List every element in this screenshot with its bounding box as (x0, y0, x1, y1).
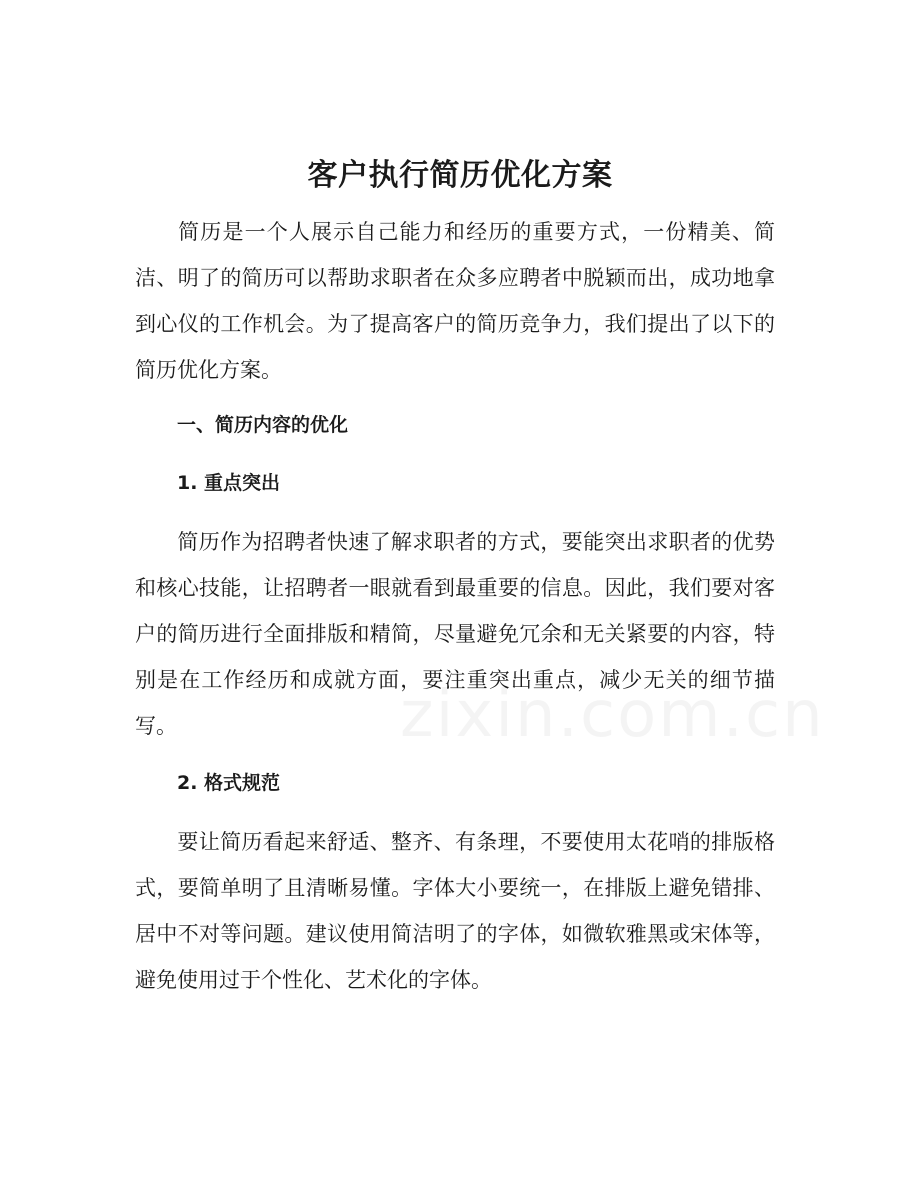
format-paragraph (135, 819, 775, 1003)
intro-paragraph (135, 209, 775, 393)
highlight-text: 简历作为招聘者快速了解求职者的方式，要能突出求职者的优势和核心技能，让招聘者一眼就看到最重要的信息。因此，我们要对客户的简历进行全面排版和精简，尽量避免冗余和无关紧要的内容，特别是在工作经历和成就方面，要注重突出重点，减少无关的细节描写。 (135, 530, 775, 738)
intro-text: 简历是一个人展示自己能力和经历的重要方式，一份精美、简洁、明了的简历可以帮助求职者在众多应聘者中脱颖而出，成功地拿到心仪的工作机会。为了提高客户的简历竞争力，我们提出了以下的简历优化方案。 (135, 220, 775, 382)
section-heading-content-optimization: 一、简历内容的优化 (177, 414, 349, 436)
document-title: 客户执行简历优化方案 (307, 158, 613, 193)
format-text: 要让简历看起来舒适、整齐、有条理，不要使用太花哨的排版格式，要简单明了且清晰易懂。字体大小要统一，在排版上避免错排、居中不对等问题。建议使用简洁明了的字体，如微软雅黑或宋体等，避免使用过于个性化、艺术化的字体。 (135, 830, 775, 992)
subsection-heading-format: 2. 格式规范 (177, 772, 281, 794)
highlight-paragraph (135, 519, 775, 749)
subsection-heading-highlight: 1. 重点突出 (177, 472, 281, 494)
